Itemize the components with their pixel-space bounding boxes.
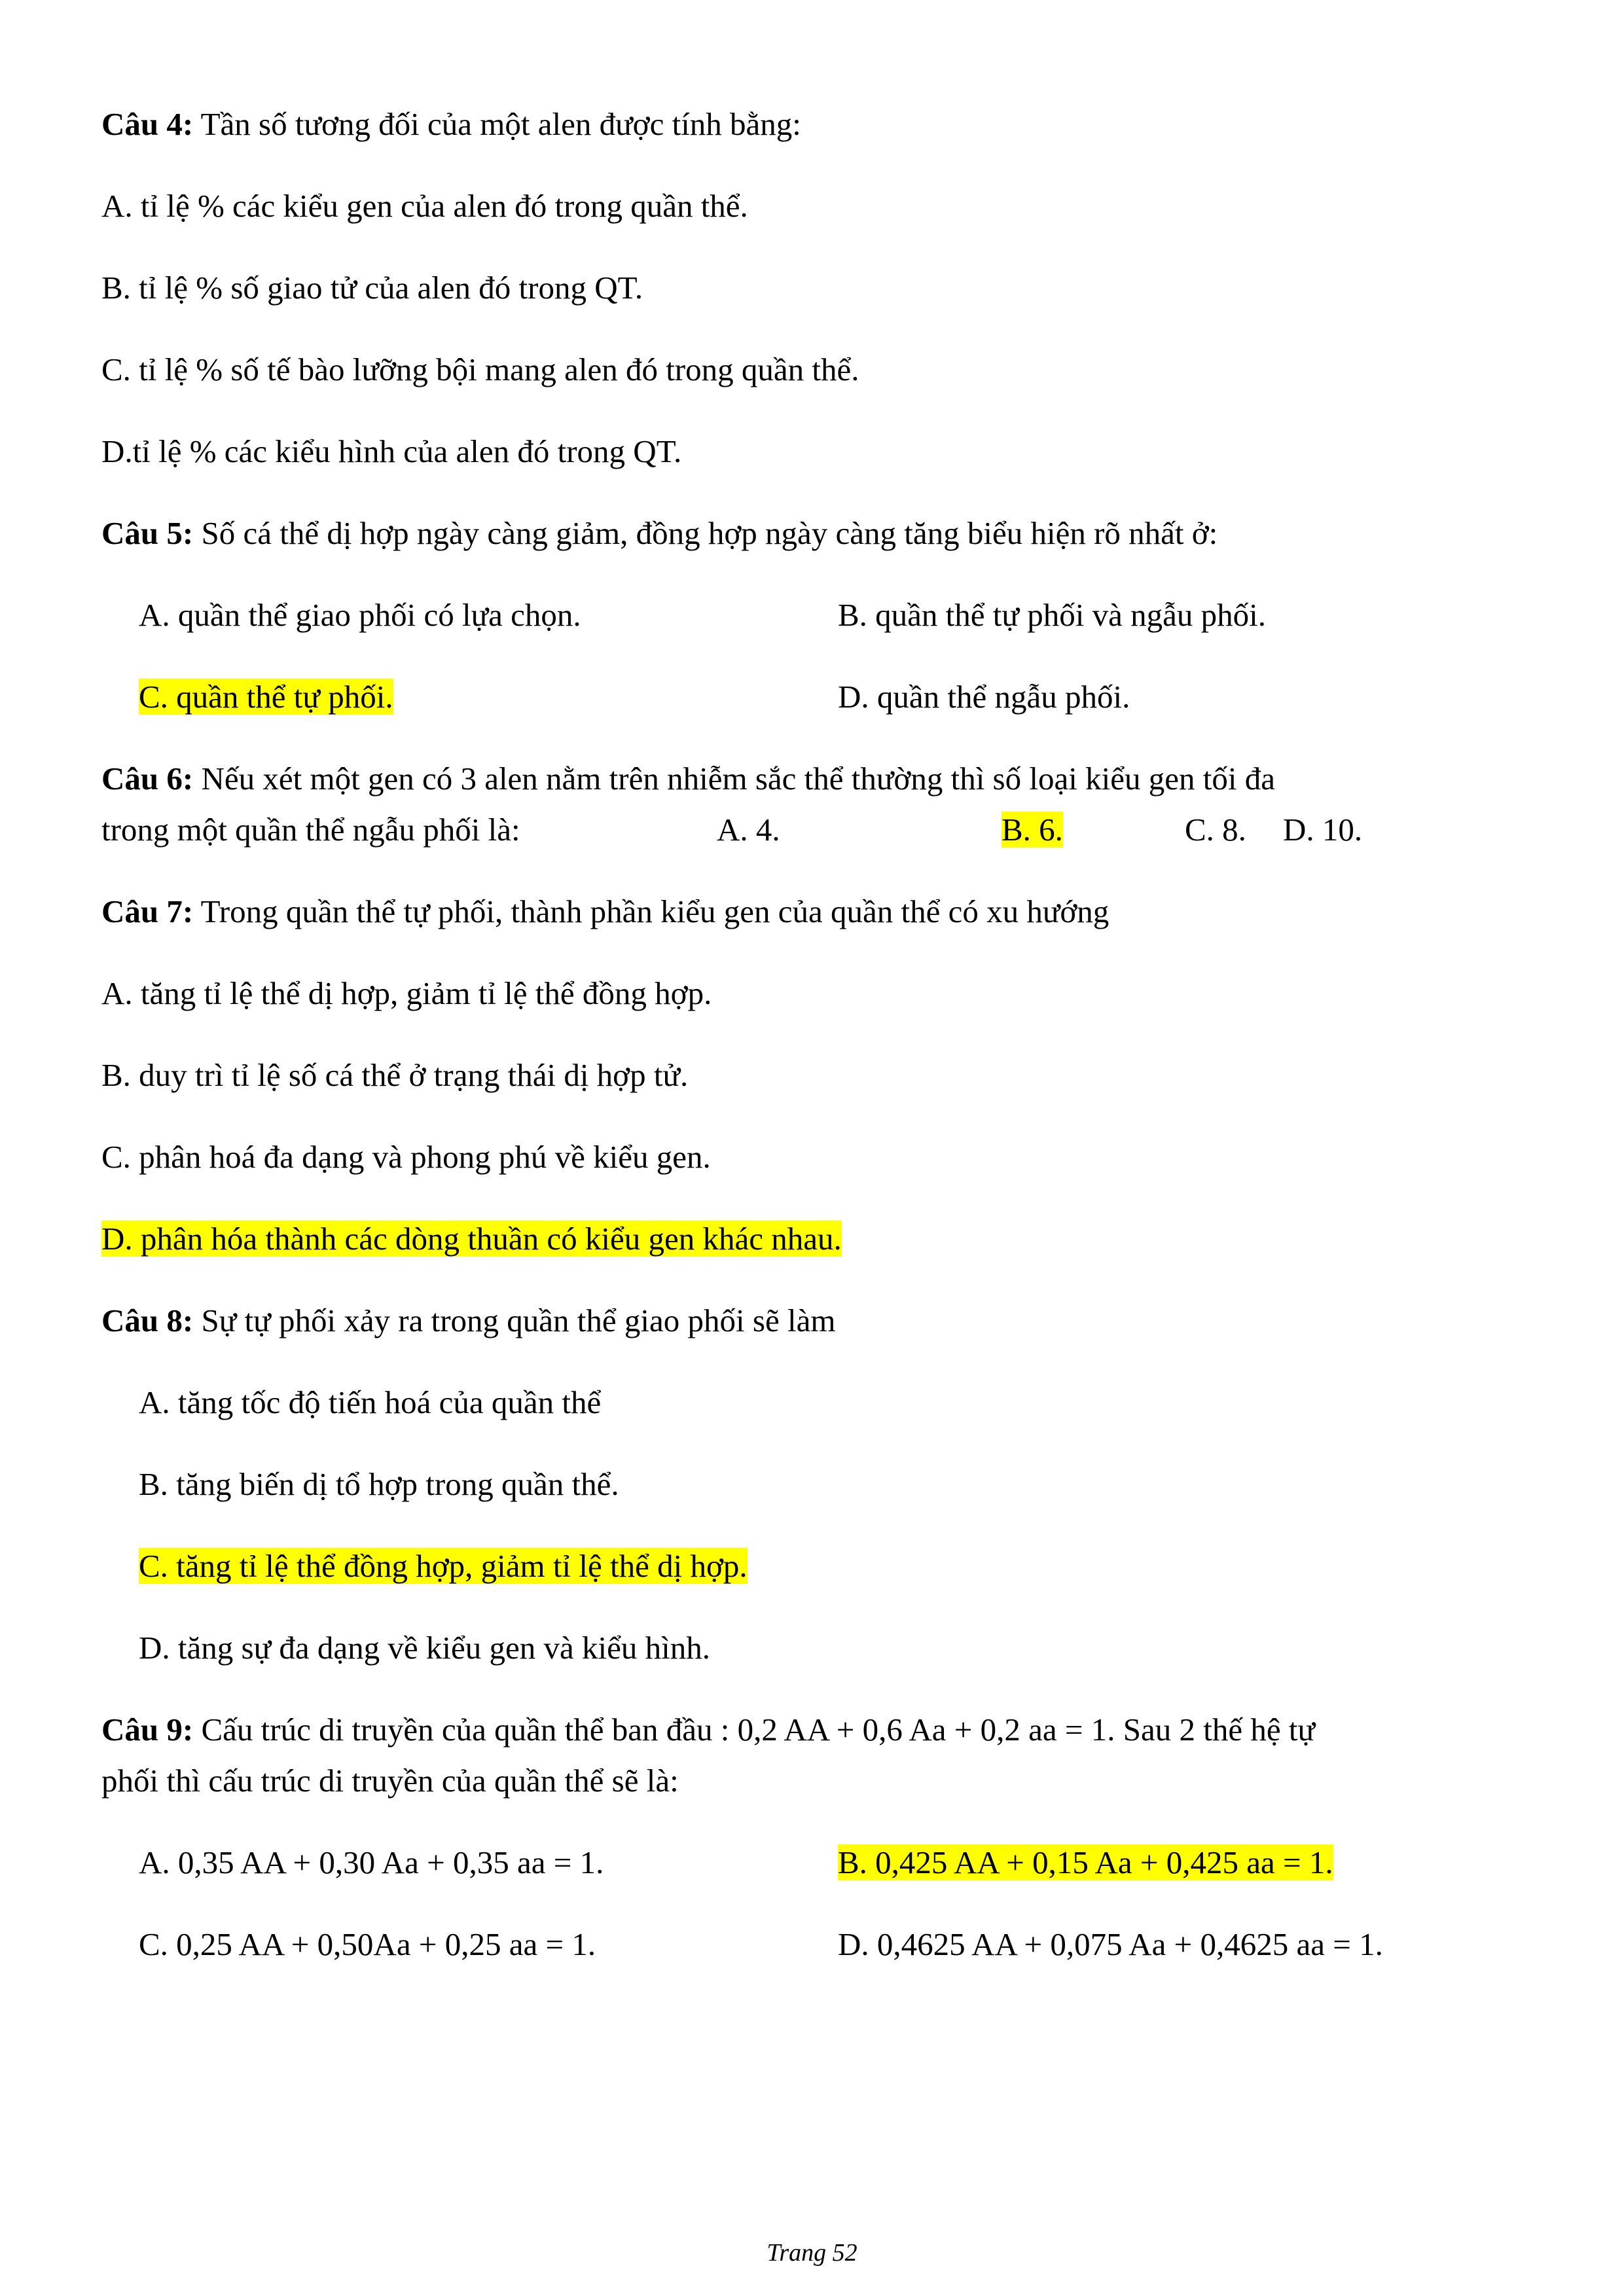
question-7-option-b: B. duy trì tỉ lệ số cá thể ở trạng thái dị hợp tử. [101,1057,689,1093]
question-8-option-d: D. tăng sự đa dạng về kiểu gen và kiểu hình. [139,1630,710,1666]
question-9-option-b [838,1843,1333,1882]
answer-highlight: C. tăng tỉ lệ thể đồng hợp, giảm tỉ lệ thể dị hợp. [139,1548,748,1584]
question-4-label: Câu 4: [101,106,194,142]
question-6-option-a: A. 4. [717,812,780,848]
answer-highlight: B. 6. [1001,812,1063,848]
question-5-stem [101,514,1218,553]
question-9-option-d: D. 0,4625 AA + 0,075 Aa + 0,4625 aa = 1. [838,1926,1383,1962]
question-5-option-b: B. quần thể tự phối và ngẫu phối. [838,597,1266,633]
question-4-stem [101,105,801,144]
question-5-option-c [139,677,393,717]
question-8-text: Sự tự phối xảy ra trong quần thể giao phối sẽ làm [193,1302,836,1338]
question-4-option-b: B. tỉ lệ % số giao tử của alen đó trong QT. [101,270,643,306]
question-6-option-b [1001,810,1063,850]
question-9-label: Câu 9: [101,1712,194,1748]
question-7-stem [101,892,1109,931]
question-4-option-a: A. tỉ lệ % các kiểu gen của alen đó trong quần thể. [101,188,748,224]
question-5-option-a: A. quần thể giao phối có lựa chọn. [139,597,581,633]
question-8-option-c [139,1547,748,1586]
question-6-stem-line2: trong một quần thể ngẫu phối là: [101,812,520,848]
question-8-option-b: B. tăng biến dị tổ hợp trong quần thể. [139,1466,619,1502]
question-9-text-line1: Cấu trúc di truyền của quần thể ban đầu : 0,2 AA + 0,6 Aa + 0,2 aa = 1. Sau 2 thế hệ tự [193,1712,1316,1748]
question-5-option-d: D. quần thể ngẫu phối. [838,679,1130,715]
question-4-option-d: D.tỉ lệ % các kiểu hình của alen đó trong QT. [101,433,682,469]
question-9-stem-line1 [101,1705,1561,1755]
answer-highlight: B. 0,425 AA + 0,15 Aa + 0,425 aa = 1. [838,1844,1333,1880]
question-6-label: Câu 6: [101,761,194,797]
question-4-option-c: C. tỉ lệ % số tế bào lưỡng bội mang alen đó trong quần thể. [101,351,859,387]
question-4-text: Tần số tương đối của một alen được tính bằng: [193,106,801,142]
question-9-option-a: A. 0,35 AA + 0,30 Aa + 0,35 aa = 1. [139,1844,604,1880]
question-7-option-d [101,1219,842,1259]
question-9-stem-line2: phối thì cấu trúc di truyền của quần thể sẽ là: [101,1763,679,1799]
answer-highlight: C. quần thể tự phối. [139,679,393,715]
question-6-option-c: C. 8. [1185,812,1246,848]
page-number: Trang 52 [767,2239,857,2267]
question-7-option-a: A. tăng tỉ lệ thể dị hợp, giảm tỉ lệ thể đồng hợp. [101,975,712,1011]
question-5-label: Câu 5: [101,515,194,551]
question-8-option-a: A. tăng tốc độ tiến hoá của quần thể [139,1384,602,1420]
question-8-stem [101,1301,835,1340]
question-9-option-c: C. 0,25 AA + 0,50Aa + 0,25 aa = 1. [139,1926,596,1962]
question-7-text: Trong quần thể tự phối, thành phần kiểu gen của quần thể có xu hướng [193,893,1110,929]
question-6-text-line1: Nếu xét một gen có 3 alen nằm trên nhiễm sắc thể thường thì số loại kiểu gen tối đa [193,761,1275,797]
question-5-text: Số cá thể dị hợp ngày càng giảm, đồng hợp ngày càng tăng biểu hiện rõ nhất ở: [193,515,1218,551]
question-8-label: Câu 8: [101,1302,194,1338]
question-7-label: Câu 7: [101,893,194,929]
question-6-stem-line1 [101,754,1561,804]
answer-highlight: D. phân hóa thành các dòng thuần có kiểu gen khác nhau. [101,1221,842,1257]
question-7-option-c: C. phân hoá đa dạng và phong phú về kiểu gen. [101,1139,711,1175]
question-6-option-d: D. 10. [1283,812,1363,848]
